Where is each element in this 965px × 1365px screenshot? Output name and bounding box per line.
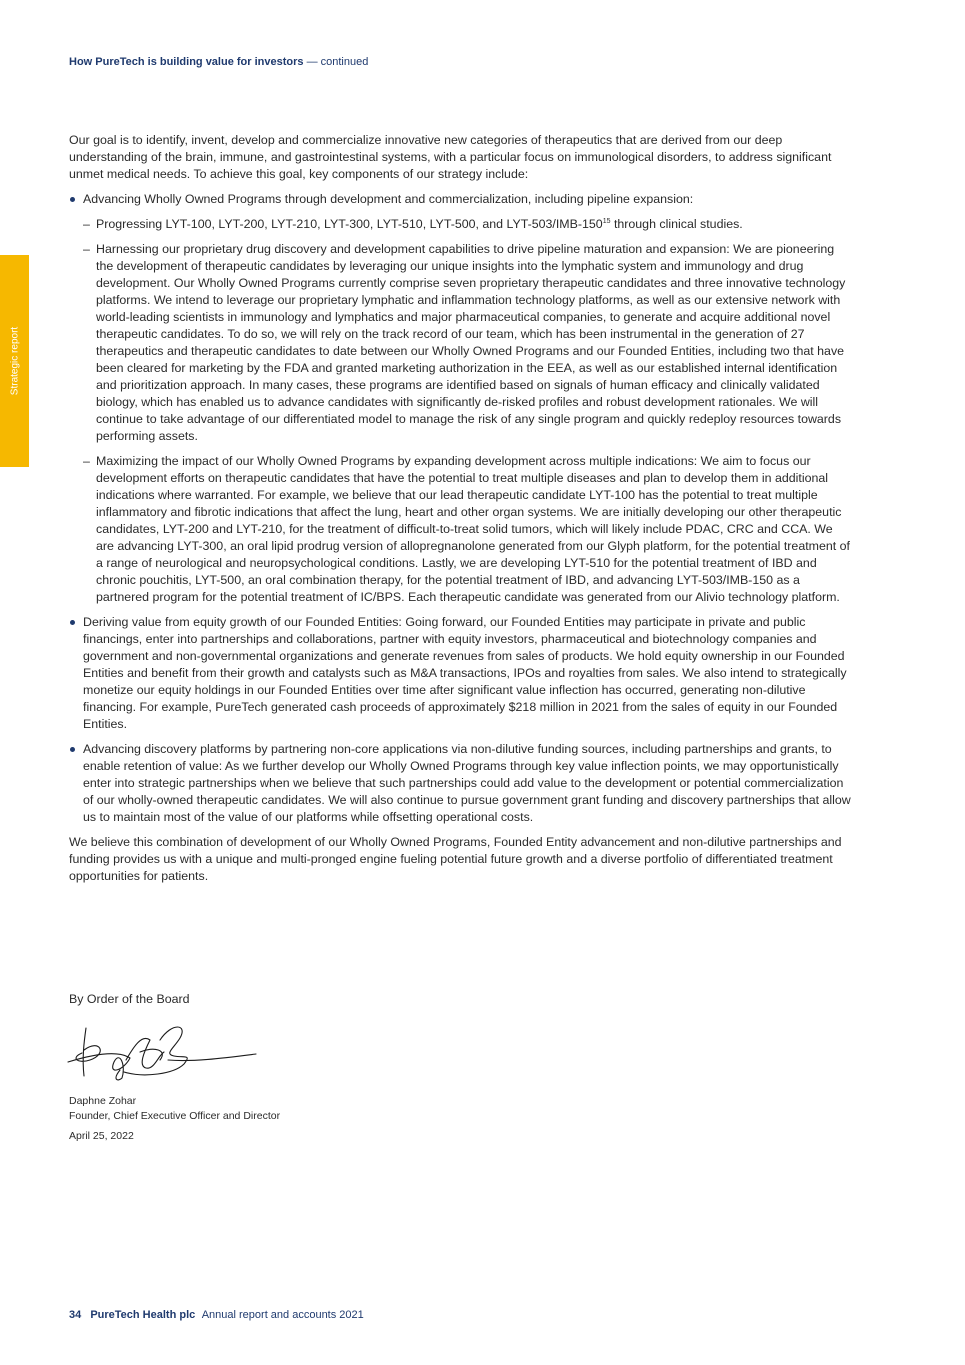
header-title: How PureTech is building value for investors bbox=[69, 56, 304, 68]
sub-bullet-text: Progressing LYT-100, LYT-200, LYT-210, LYT-300, LYT-510, LYT-500, and LYT-503/IMB-150 bbox=[96, 217, 603, 231]
bullet-item bbox=[69, 614, 851, 733]
page-footer bbox=[69, 1309, 364, 1321]
header-continued: — continued bbox=[306, 56, 369, 68]
signatory-name: Daphne Zohar bbox=[69, 1095, 137, 1107]
bullet-item bbox=[69, 741, 851, 826]
running-header bbox=[69, 56, 368, 68]
dash-marker: – bbox=[83, 242, 90, 256]
signatory-block bbox=[69, 1094, 280, 1144]
bullet-text: Advancing Wholly Owned Programs through development and commercialization, including pipeline expansion: bbox=[83, 192, 694, 206]
bullet-dot-icon bbox=[70, 747, 75, 752]
section-side-tab bbox=[0, 255, 29, 467]
board-order: By Order of the Board bbox=[69, 992, 190, 1006]
sub-bullet-tail: through clinical studies. bbox=[610, 217, 743, 231]
conclusion-paragraph: We believe this combination of development of our Wholly Owned Programs, Founded Entity advancement and non-dilutive partnerships and funding provides us with a unique and multi-pronged engine fueling potential future growth and a diverse portfolio of differentiated treatment opportunities for patients. bbox=[69, 835, 842, 883]
sub-bullet-item bbox=[69, 216, 851, 233]
sub-bullet-text: Maximizing the impact of our Wholly Owned Programs by expanding development across multiple indications: We aim to focus our development efforts on therapeutic candidates that have the potential to treat multiple diseases and plan to develop them in additional indications where warranted. For example, we believe that our lead therapeutic candidate LYT-100 has the potential to treat multiple inflammatory and fibrotic indications that affect the lung, heart and other organ systems. We are initially developing our other therapeutic candidates, LYT-200 and LYT-210, for the treatment of difficult-to-treat solid tumors, which will likely include PDAC, CRC and CCA. We are advancing LYT-300, an oral lipid prodrug version of allopregnanolone generated from our Glyph platform, for the potential treatment of a range of neurological and neuropsychological conditions. Lastly, we are developing LYT-510 for the potential treatment of IBD and chronic pouchitis, LYT-500, an oral combination therapy, for the potential treatment of IBD, and advancing LYT-503/IMB-150 as a partnered program for the potential treatment of IC/BPS. Each therapeutic candidate was generated from our Alivio technology platform. bbox=[96, 454, 850, 604]
sub-bullet-text: Harnessing our proprietary drug discovery and development capabilities to drive pipeline maturation and expansion: We are pioneering the development of therapeutic candidates by leveraging our unique insights into the lymphatic system and immunology and drug development. Our Wholly Owned Programs currently comprise seven proprietary therapeutic candidates and three innovative technology platforms. We intend to leverage our proprietary lymphatic and inflammation technology platforms, as well as our extensive network with world-leading scientists in immunology and lymphatics and major pharmaceutical companies, to generate and acquire additional novel therapeutic candidates. To do so, we will rely on the track record of our team, which has been instrumental in the generation of 27 therapeutics and therapeutic candidates to date between our Wholly Owned Programs and our Founded Entities, including two that have been cleared for marketing by the FDA and granted marketing authorization in the EEA, as well as our established internal identification and prioritization approach. In many cases, these programs are identified based on signals of human efficacy and clinically validated biology, which has enabled us to advance candidates with significantly de-risked profiles and robust development rationales. We will continue to take advantage of our differentiated model to manage the risk of any single program and quickly redeploy resources towards performing assets. bbox=[96, 242, 846, 443]
signature-image bbox=[64, 1020, 260, 1084]
side-tab-label: Strategic report bbox=[9, 326, 20, 396]
bullet-dot-icon bbox=[70, 620, 75, 625]
dash-marker: – bbox=[83, 217, 90, 231]
body-text bbox=[69, 132, 851, 893]
bullet-dot-icon bbox=[70, 197, 75, 202]
intro-paragraph: Our goal is to identify, invent, develop and commercialize innovative new categories of therapeutics that are derived from our deep understanding of the brain, immune, and gastrointestinal systems, with a particular focus on immunological disorders, to address significant unmet medical needs. To achieve this goal, key components of our strategy include: bbox=[69, 133, 832, 181]
page-number: 34 bbox=[69, 1309, 82, 1321]
signature-date: April 25, 2022 bbox=[69, 1130, 134, 1142]
bullet-text: Advancing discovery platforms by partnering non-core applications via non-dilutive funding sources, including partnerships and grants, to enable retention of value: As we further develop our Wholly Owned Programs through key value inflection points, we may opportunistically enter into strategic partnerships when we believe that such partnerships could add value to the development or potential commercialization of our wholly-owned therapeutic candidates. We will also continue to pursue government grant funding and discovery partnerships that allow us to maintain most of the value of our platforms while offsetting operational costs. bbox=[83, 742, 851, 824]
sub-bullet-item bbox=[69, 453, 851, 606]
footnote-ref: 15 bbox=[602, 217, 611, 225]
sub-bullet-item bbox=[69, 241, 851, 445]
bullet-item bbox=[69, 191, 851, 208]
signatory-role: Founder, Chief Executive Officer and Director bbox=[69, 1110, 281, 1122]
footer-company: PureTech Health plc bbox=[90, 1309, 196, 1321]
dash-marker: – bbox=[83, 454, 90, 468]
bullet-text: Deriving value from equity growth of our Founded Entities: Going forward, our Founded Entities may participate in private and public financings, enter into partnerships and collaborations, partner with equity investors, pharmaceutical and biotechnology companies and government and non-governmental organizations and generate revenues from sales of products. We hold equity ownership in our Founded Entities and benefit from their growth and catalysts such as M&A transactions, IPOs and royalties from sales. We also intend to strategically monetize our equity holdings in our Founded Entities over time after significant value inflection has occurred, generating non-dilutive financing. For example, PureTech generated cash proceeds of approximately $218 million in 2021 from the sales of equity in our Founded Entities. bbox=[83, 615, 847, 731]
footer-report: Annual report and accounts 2021 bbox=[201, 1309, 364, 1321]
